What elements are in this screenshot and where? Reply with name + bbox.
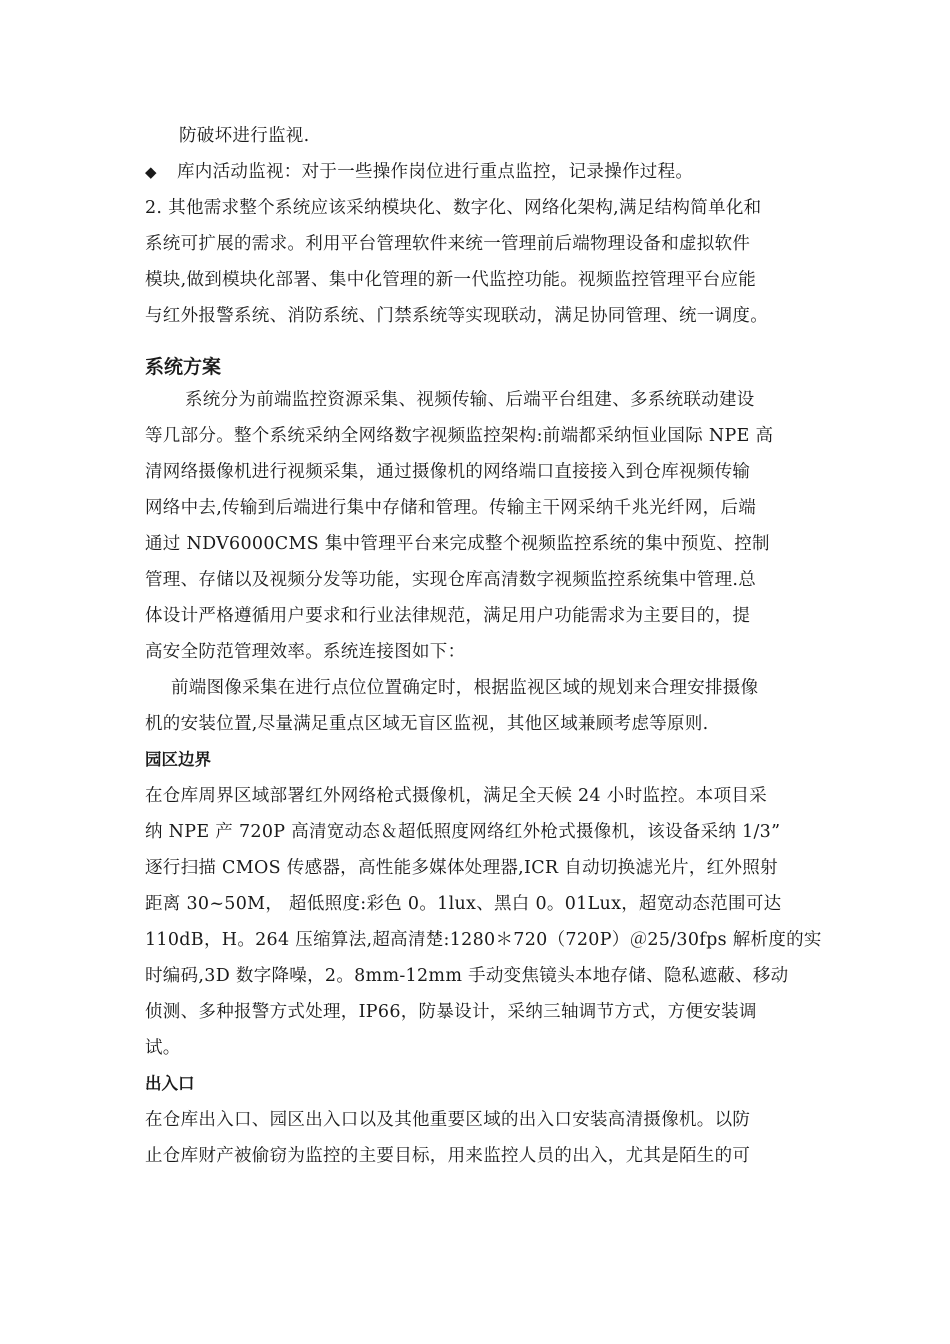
paragraph-line: 止仓库财产被偷窃为监控的主要目标，用来监控人员的出入，尤其是陌生的可 bbox=[145, 1146, 751, 1166]
paragraph-line: 系统分为前端监控资源采集、视频传输、后端平台组建、多系统联动建设 bbox=[185, 390, 755, 410]
paragraph-line: 在仓库出入口、园区出入口以及其他重要区域的出入口安装高清摄像机。以防 bbox=[145, 1110, 751, 1130]
paragraph-line: 体设计严格遵循用户要求和行业法律规范，满足用户功能需求为主要目的，提 bbox=[145, 606, 751, 626]
paragraph-line: 等几部分。整个系统采纳全网络数字视频监控架构:前端都采纳恒业国际 NPE 高 bbox=[145, 426, 774, 446]
paragraph-line: 系统可扩展的需求。利用平台管理软件来统一管理前后端物理设备和虚拟软件 bbox=[145, 234, 751, 254]
bullet-text: 库内活动监视：对于一些操作岗位进行重点监控，记录操作过程。 bbox=[177, 162, 694, 182]
paragraph-line: 110dB，H。264 压缩算法,超高清楚:1280＊720（720P）＠25/30fps 解析度的实 bbox=[145, 930, 822, 950]
paragraph-line: 距离 30~50M， 超低照度:彩色 0。1lux、黑白 0。01Lux，超宽动态范围可达 bbox=[145, 894, 782, 914]
paragraph-line: 时编码,3D 数字降噪，2。8mm-12mm 手动变焦镜头本地存储、隐私遮蔽、移动 bbox=[145, 966, 789, 986]
paragraph-line: 在仓库周界区域部署红外网络枪式摄像机，满足全天候 24 小时监控。本项目采 bbox=[145, 786, 767, 806]
paragraph-line: 侦测、多种报警方式处理，IP66，防暴设计，采纳三轴调节方式，方便安装调 bbox=[145, 1002, 757, 1022]
document-page bbox=[145, 118, 822, 1174]
paragraph-line: 清网络摄像机进行视频采集，通过摄像机的网络端口直接接入到仓库视频传输 bbox=[145, 462, 751, 482]
paragraph-line: 高安全防范管理效率。系统连接图如下： bbox=[145, 642, 466, 662]
paragraph-line: 2. 其他需求整个系统应该采纳模块化、数字化、网络化架构,满足结构简单化和 bbox=[145, 198, 762, 218]
paragraph-line: 网络中去,传输到后端进行集中存储和管理。传输主干网采纳千兆光纤网，后端 bbox=[145, 498, 757, 518]
subsection-heading: 园区边界 bbox=[145, 750, 211, 769]
paragraph-line: 纳 NPE 产 720P 高清宽动态＆超低照度网络红外枪式摄像机，该设备采纳 1/3” bbox=[145, 822, 781, 842]
subsection-heading: 出入口 bbox=[145, 1074, 195, 1093]
paragraph-line: 试。 bbox=[145, 1038, 181, 1058]
diamond-bullet-icon: ◆ bbox=[145, 163, 157, 181]
paragraph-line: 与红外报警系统、消防系统、门禁系统等实现联动，满足协同管理、统一调度。 bbox=[145, 306, 768, 326]
intro-line: 防破坏进行监视. bbox=[179, 126, 310, 146]
paragraph-line: 管理、存储以及视频分发等功能，实现仓库高清数字视频监控系统集中管理.总 bbox=[145, 570, 757, 590]
paragraph-line: 前端图像采集在进行点位位置确定时，根据监视区域的规划来合理安排摄像 bbox=[171, 678, 759, 698]
section-heading: 系统方案 bbox=[145, 356, 222, 378]
paragraph-line: 通过 NDV6000CMS 集中管理平台来完成整个视频监控系统的集中预览、控制 bbox=[145, 534, 770, 554]
paragraph-line: 机的安装位置,尽量满足重点区域无盲区监视，其他区域兼顾考虑等原则. bbox=[145, 714, 709, 734]
bullet-item bbox=[145, 154, 815, 190]
paragraph-line: 模块,做到模块化部署、集中化管理的新一代监控功能。视频监控管理平台应能 bbox=[145, 270, 757, 290]
paragraph-line: 逐行扫描 CMOS 传感器，高性能多媒体处理器,ICR 自动切换滤光片，红外照射 bbox=[145, 858, 778, 878]
